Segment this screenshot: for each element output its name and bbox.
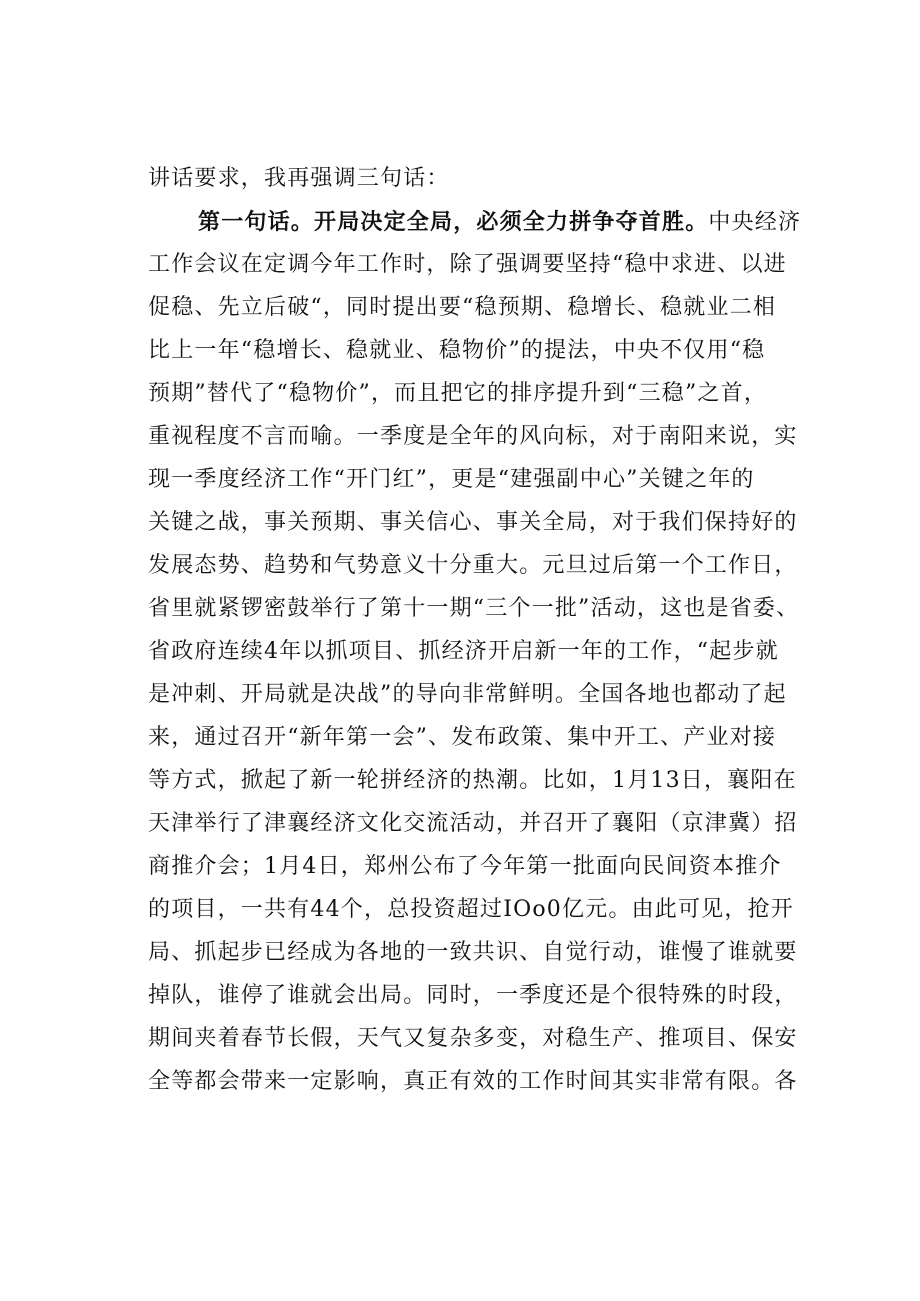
line-text: 中央经济	[708, 210, 802, 235]
line-text: 商推介会；1月4日，郑州公布了今年第一批面向民间资本推介	[148, 854, 782, 879]
text-line-6	[148, 381, 767, 407]
text-line-20	[148, 983, 798, 1009]
text-line-18	[148, 897, 794, 923]
line-text: 关键之战，事关预期、事关信心、事关全局，对于我们保持好的	[148, 510, 798, 535]
section-heading: 第一句话。开局决定全局，必须全力拼争夺首胜。	[198, 209, 709, 235]
line-text: 讲话要求，我再强调三句话：	[148, 166, 450, 191]
line-text: 的项目，一共有44个，总投资超过IOo0亿元。由此可见，抢开	[148, 897, 794, 922]
line-text: 来，通过召开“新年第一会”、发布政策、集中开工、产业对接	[148, 725, 777, 750]
line-text: 比上一年“稳增长、稳就业、稳物价”的提法，中央不仅用“稳	[148, 338, 766, 363]
line-text: 预期”替代了“稳物价”，而且把它的排序提升到“三稳”之首，	[148, 381, 768, 406]
line-text: 发展态势、趋势和气势意义十分重大。元旦过后第一个工作日，	[148, 553, 798, 578]
text-line-2	[198, 209, 801, 236]
line-text: 省政府连续4年以抓项目、抓经济开启新一年的工作，“起步就	[148, 639, 779, 664]
text-line-12	[148, 639, 779, 665]
text-line-21	[148, 1026, 798, 1052]
text-line-8	[148, 467, 755, 493]
line-text: 掉队，谁停了谁就会出局。同时，一季度还是个很特殊的时段，	[148, 983, 798, 1008]
text-line-17	[148, 854, 782, 880]
text-line-10	[148, 553, 798, 579]
text-line-22	[148, 1069, 798, 1095]
line-text: 现一季度经济工作“开门红”，更是“建强副中心”关键之年的	[148, 467, 755, 492]
text-line-14	[148, 725, 776, 751]
line-text: 天津举行了津襄经济文化交流活动，并召开了襄阳（京津冀）招	[148, 811, 798, 836]
line-text: 期间夹着春节长假，天气又复杂多变，对稳生产、推项目、保安	[148, 1026, 798, 1051]
text-line-13	[148, 682, 787, 708]
line-text: 全等都会带来一定影响，真正有效的工作时间其实非常有限。各	[148, 1069, 798, 1094]
line-text: 重视程度不言而喻。一季度是全年的风向标，对于南阳来说，实	[148, 424, 798, 449]
text-line-11	[148, 596, 799, 622]
text-line-7	[148, 424, 798, 450]
text-line-16	[148, 811, 798, 837]
line-text: 局、抓起步已经成为各地的一致共识、自觉行动，谁慢了谁就要	[148, 940, 798, 965]
text-line-15	[148, 768, 797, 794]
line-text: 是冲刺、开局就是决战”的导向非常鲜明。全国各地也都动了起	[148, 682, 787, 707]
text-line-9	[148, 510, 798, 536]
text-line-3	[148, 252, 787, 278]
line-text: 促稳、先立后破“，同时提出要“稳预期、稳增长、稳就业二相	[148, 295, 777, 320]
text-line-5	[148, 338, 765, 364]
line-text: 工作会议在定调今年工作时，除了强调要坚持“稳中求进、以进	[148, 252, 787, 277]
line-text: 等方式，掀起了新一轮拼经济的热潮。比如，1月13日，襄阳在	[148, 768, 797, 793]
text-line-1	[148, 166, 450, 192]
text-line-4	[148, 295, 776, 321]
line-text: 省里就紧锣密鼓举行了第十一期“三个一批”活动，这也是省委、	[148, 596, 800, 621]
text-line-19	[148, 940, 798, 966]
